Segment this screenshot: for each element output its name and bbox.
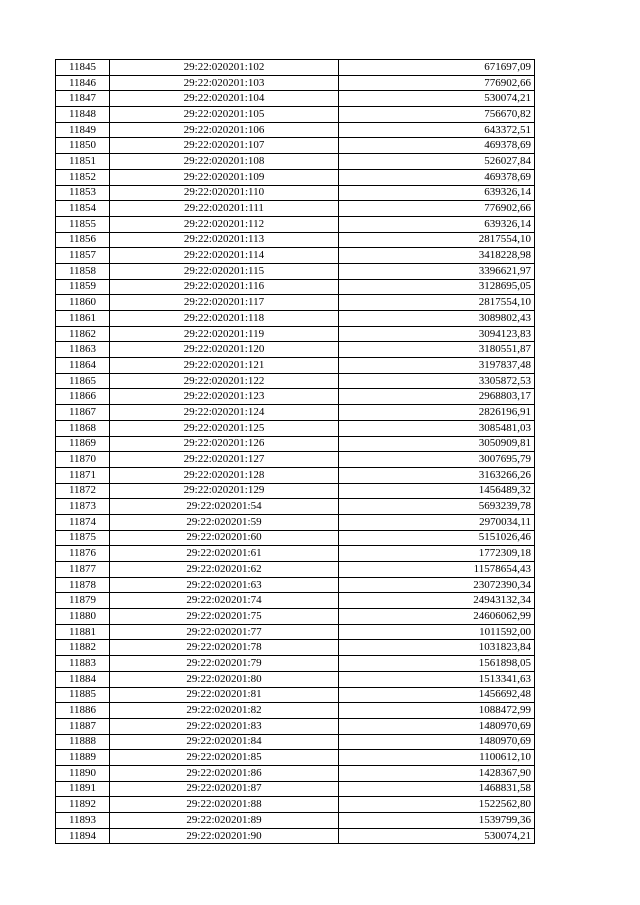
cadastral-value-cell: 3094123,83 — [339, 326, 535, 342]
cadastral-number-cell: 29:22:020201:62 — [110, 562, 339, 578]
cadastral-value-cell: 2817554,10 — [339, 295, 535, 311]
row-number-cell: 11881 — [56, 624, 110, 640]
cadastral-value-cell: 530074,21 — [339, 91, 535, 107]
cadastral-value-cell: 2968803,17 — [339, 389, 535, 405]
cadastral-value-cell: 24606062,99 — [339, 609, 535, 625]
cadastral-value-cell: 776902,66 — [339, 201, 535, 217]
cadastral-number-cell: 29:22:020201:60 — [110, 530, 339, 546]
row-number-cell: 11866 — [56, 389, 110, 405]
table-row — [56, 483, 535, 499]
table-row — [56, 546, 535, 562]
table-row — [56, 452, 535, 468]
table-row — [56, 75, 535, 91]
cadastral-number-cell: 29:22:020201:84 — [110, 734, 339, 750]
row-number-cell: 11860 — [56, 295, 110, 311]
cadastral-number-cell: 29:22:020201:89 — [110, 813, 339, 829]
table-row — [56, 311, 535, 327]
cadastral-number-cell: 29:22:020201:115 — [110, 263, 339, 279]
cadastral-value-cell: 671697,09 — [339, 60, 535, 76]
cadastral-value-cell: 3197837,48 — [339, 358, 535, 374]
cadastral-value-cell: 1468831,58 — [339, 781, 535, 797]
row-number-cell: 11886 — [56, 703, 110, 719]
table-row — [56, 373, 535, 389]
row-number-cell: 11854 — [56, 201, 110, 217]
row-number-cell: 11873 — [56, 499, 110, 515]
table-row — [56, 640, 535, 656]
cadastral-value-cell: 1100612,10 — [339, 750, 535, 766]
cadastral-value-cell: 1772309,18 — [339, 546, 535, 562]
cadastral-number-cell: 29:22:020201:107 — [110, 138, 339, 154]
cadastral-number-cell: 29:22:020201:120 — [110, 342, 339, 358]
row-number-cell: 11871 — [56, 467, 110, 483]
row-number-cell: 11872 — [56, 483, 110, 499]
cadastral-value-cell: 526027,84 — [339, 154, 535, 170]
row-number-cell: 11891 — [56, 781, 110, 797]
cadastral-number-cell: 29:22:020201:88 — [110, 797, 339, 813]
row-number-cell: 11865 — [56, 373, 110, 389]
cadastral-value-cell: 1480970,69 — [339, 734, 535, 750]
row-number-cell: 11855 — [56, 216, 110, 232]
cadastral-number-cell: 29:22:020201:116 — [110, 279, 339, 295]
row-number-cell: 11870 — [56, 452, 110, 468]
cadastral-number-cell: 29:22:020201:63 — [110, 577, 339, 593]
cadastral-value-cell: 3180551,87 — [339, 342, 535, 358]
cadastral-number-cell: 29:22:020201:113 — [110, 232, 339, 248]
cadastral-value-cell: 1428367,90 — [339, 765, 535, 781]
table-row — [56, 499, 535, 515]
cadastral-value-cell: 530074,21 — [339, 828, 535, 844]
cadastral-value-table — [55, 59, 535, 844]
cadastral-value-cell: 2826196,91 — [339, 405, 535, 421]
table-row — [56, 232, 535, 248]
cadastral-value-cell: 643372,51 — [339, 122, 535, 138]
table-row — [56, 122, 535, 138]
cadastral-value-cell: 3163266,26 — [339, 467, 535, 483]
cadastral-number-cell: 29:22:020201:104 — [110, 91, 339, 107]
cadastral-value-cell: 776902,66 — [339, 75, 535, 91]
row-number-cell: 11877 — [56, 562, 110, 578]
cadastral-number-cell: 29:22:020201:75 — [110, 609, 339, 625]
table-row — [56, 91, 535, 107]
cadastral-value-cell: 5693239,78 — [339, 499, 535, 515]
cadastral-number-cell: 29:22:020201:119 — [110, 326, 339, 342]
row-number-cell: 11849 — [56, 122, 110, 138]
cadastral-number-cell: 29:22:020201:82 — [110, 703, 339, 719]
row-number-cell: 11879 — [56, 593, 110, 609]
table-row — [56, 593, 535, 609]
table-row — [56, 263, 535, 279]
row-number-cell: 11863 — [56, 342, 110, 358]
row-number-cell: 11894 — [56, 828, 110, 844]
cadastral-value-cell: 1011592,00 — [339, 624, 535, 640]
table-row — [56, 279, 535, 295]
row-number-cell: 11892 — [56, 797, 110, 813]
cadastral-number-cell: 29:22:020201:74 — [110, 593, 339, 609]
table-row — [56, 750, 535, 766]
cadastral-number-cell: 29:22:020201:124 — [110, 405, 339, 421]
row-number-cell: 11885 — [56, 687, 110, 703]
row-number-cell: 11859 — [56, 279, 110, 295]
table-row — [56, 562, 535, 578]
table-row — [56, 216, 535, 232]
cadastral-value-cell: 3050909,81 — [339, 436, 535, 452]
row-number-cell: 11862 — [56, 326, 110, 342]
cadastral-value-cell: 469378,69 — [339, 138, 535, 154]
table-row — [56, 420, 535, 436]
cadastral-number-cell: 29:22:020201:125 — [110, 420, 339, 436]
cadastral-number-cell: 29:22:020201:114 — [110, 248, 339, 264]
cadastral-number-cell: 29:22:020201:111 — [110, 201, 339, 217]
cadastral-value-cell: 23072390,34 — [339, 577, 535, 593]
row-number-cell: 11888 — [56, 734, 110, 750]
cadastral-number-cell: 29:22:020201:83 — [110, 718, 339, 734]
cadastral-number-cell: 29:22:020201:102 — [110, 60, 339, 76]
cadastral-value-cell: 1088472,99 — [339, 703, 535, 719]
cadastral-value-cell: 1480970,69 — [339, 718, 535, 734]
table-row — [56, 734, 535, 750]
table-row — [56, 813, 535, 829]
cadastral-number-cell: 29:22:020201:80 — [110, 671, 339, 687]
cadastral-value-cell: 11578654,43 — [339, 562, 535, 578]
table-row — [56, 797, 535, 813]
row-number-cell: 11848 — [56, 107, 110, 123]
table-row — [56, 765, 535, 781]
table-row — [56, 718, 535, 734]
table-row — [56, 436, 535, 452]
row-number-cell: 11887 — [56, 718, 110, 734]
cadastral-value-cell: 5151026,46 — [339, 530, 535, 546]
cadastral-value-cell: 3418228,98 — [339, 248, 535, 264]
cadastral-number-cell: 29:22:020201:126 — [110, 436, 339, 452]
row-number-cell: 11876 — [56, 546, 110, 562]
table-row — [56, 138, 535, 154]
cadastral-number-cell: 29:22:020201:110 — [110, 185, 339, 201]
row-number-cell: 11868 — [56, 420, 110, 436]
table-row — [56, 530, 535, 546]
row-number-cell: 11858 — [56, 263, 110, 279]
cadastral-value-cell: 1456489,32 — [339, 483, 535, 499]
row-number-cell: 11864 — [56, 358, 110, 374]
cadastral-value-cell: 639326,14 — [339, 216, 535, 232]
cadastral-value-cell: 3089802,43 — [339, 311, 535, 327]
row-number-cell: 11880 — [56, 609, 110, 625]
table-row — [56, 201, 535, 217]
cadastral-number-cell: 29:22:020201:54 — [110, 499, 339, 515]
table-row — [56, 358, 535, 374]
cadastral-number-cell: 29:22:020201:117 — [110, 295, 339, 311]
cadastral-value-cell: 1456692,48 — [339, 687, 535, 703]
table-row — [56, 781, 535, 797]
cadastral-number-cell: 29:22:020201:87 — [110, 781, 339, 797]
cadastral-value-cell: 1513341,63 — [339, 671, 535, 687]
cadastral-value-cell: 756670,82 — [339, 107, 535, 123]
cadastral-number-cell: 29:22:020201:112 — [110, 216, 339, 232]
table-row — [56, 828, 535, 844]
cadastral-number-cell: 29:22:020201:118 — [110, 311, 339, 327]
row-number-cell: 11890 — [56, 765, 110, 781]
table-row — [56, 577, 535, 593]
table-row — [56, 60, 535, 76]
table-row — [56, 248, 535, 264]
row-number-cell: 11875 — [56, 530, 110, 546]
row-number-cell: 11893 — [56, 813, 110, 829]
cadastral-number-cell: 29:22:020201:90 — [110, 828, 339, 844]
cadastral-value-cell: 1539799,36 — [339, 813, 535, 829]
row-number-cell: 11853 — [56, 185, 110, 201]
row-number-cell: 11889 — [56, 750, 110, 766]
cadastral-number-cell: 29:22:020201:106 — [110, 122, 339, 138]
cadastral-value-cell: 469378,69 — [339, 169, 535, 185]
cadastral-number-cell: 29:22:020201:129 — [110, 483, 339, 499]
row-number-cell: 11846 — [56, 75, 110, 91]
cadastral-value-cell: 1561898,05 — [339, 656, 535, 672]
row-number-cell: 11852 — [56, 169, 110, 185]
cadastral-value-cell: 3085481,03 — [339, 420, 535, 436]
row-number-cell: 11874 — [56, 514, 110, 530]
table-row — [56, 609, 535, 625]
cadastral-number-cell: 29:22:020201:77 — [110, 624, 339, 640]
row-number-cell: 11878 — [56, 577, 110, 593]
row-number-cell: 11883 — [56, 656, 110, 672]
cadastral-number-cell: 29:22:020201:122 — [110, 373, 339, 389]
cadastral-number-cell: 29:22:020201:109 — [110, 169, 339, 185]
table-row — [56, 326, 535, 342]
row-number-cell: 11867 — [56, 405, 110, 421]
table-row — [56, 703, 535, 719]
table-row — [56, 405, 535, 421]
row-number-cell: 11882 — [56, 640, 110, 656]
table-row — [56, 185, 535, 201]
cadastral-number-cell: 29:22:020201:127 — [110, 452, 339, 468]
table-row — [56, 107, 535, 123]
row-number-cell: 11850 — [56, 138, 110, 154]
cadastral-value-cell: 3305872,53 — [339, 373, 535, 389]
row-number-cell: 11845 — [56, 60, 110, 76]
table-row — [56, 687, 535, 703]
table-row — [56, 514, 535, 530]
cadastral-value-cell: 2817554,10 — [339, 232, 535, 248]
cadastral-number-cell: 29:22:020201:61 — [110, 546, 339, 562]
cadastral-number-cell: 29:22:020201:59 — [110, 514, 339, 530]
cadastral-number-cell: 29:22:020201:108 — [110, 154, 339, 170]
cadastral-number-cell: 29:22:020201:105 — [110, 107, 339, 123]
cadastral-value-cell: 3396621,97 — [339, 263, 535, 279]
cadastral-number-cell: 29:22:020201:103 — [110, 75, 339, 91]
cadastral-number-cell: 29:22:020201:123 — [110, 389, 339, 405]
cadastral-value-cell: 3007695,79 — [339, 452, 535, 468]
cadastral-value-cell: 639326,14 — [339, 185, 535, 201]
cadastral-number-cell: 29:22:020201:78 — [110, 640, 339, 656]
row-number-cell: 11861 — [56, 311, 110, 327]
table-row — [56, 389, 535, 405]
row-number-cell: 11857 — [56, 248, 110, 264]
cadastral-value-cell: 1031823,84 — [339, 640, 535, 656]
cadastral-value-cell: 24943132,34 — [339, 593, 535, 609]
cadastral-number-cell: 29:22:020201:128 — [110, 467, 339, 483]
table-body — [56, 60, 535, 844]
cadastral-number-cell: 29:22:020201:81 — [110, 687, 339, 703]
table-row — [56, 169, 535, 185]
table-row — [56, 295, 535, 311]
cadastral-number-cell: 29:22:020201:86 — [110, 765, 339, 781]
table-row — [56, 342, 535, 358]
cadastral-value-cell: 3128695,05 — [339, 279, 535, 295]
cadastral-number-cell: 29:22:020201:121 — [110, 358, 339, 374]
row-number-cell: 11856 — [56, 232, 110, 248]
row-number-cell: 11851 — [56, 154, 110, 170]
cadastral-number-cell: 29:22:020201:79 — [110, 656, 339, 672]
table-row — [56, 656, 535, 672]
table-row — [56, 154, 535, 170]
row-number-cell: 11847 — [56, 91, 110, 107]
row-number-cell: 11884 — [56, 671, 110, 687]
cadastral-number-cell: 29:22:020201:85 — [110, 750, 339, 766]
table-row — [56, 467, 535, 483]
cadastral-value-cell: 2970034,11 — [339, 514, 535, 530]
table-row — [56, 624, 535, 640]
cadastral-value-cell: 1522562,80 — [339, 797, 535, 813]
table-row — [56, 671, 535, 687]
row-number-cell: 11869 — [56, 436, 110, 452]
